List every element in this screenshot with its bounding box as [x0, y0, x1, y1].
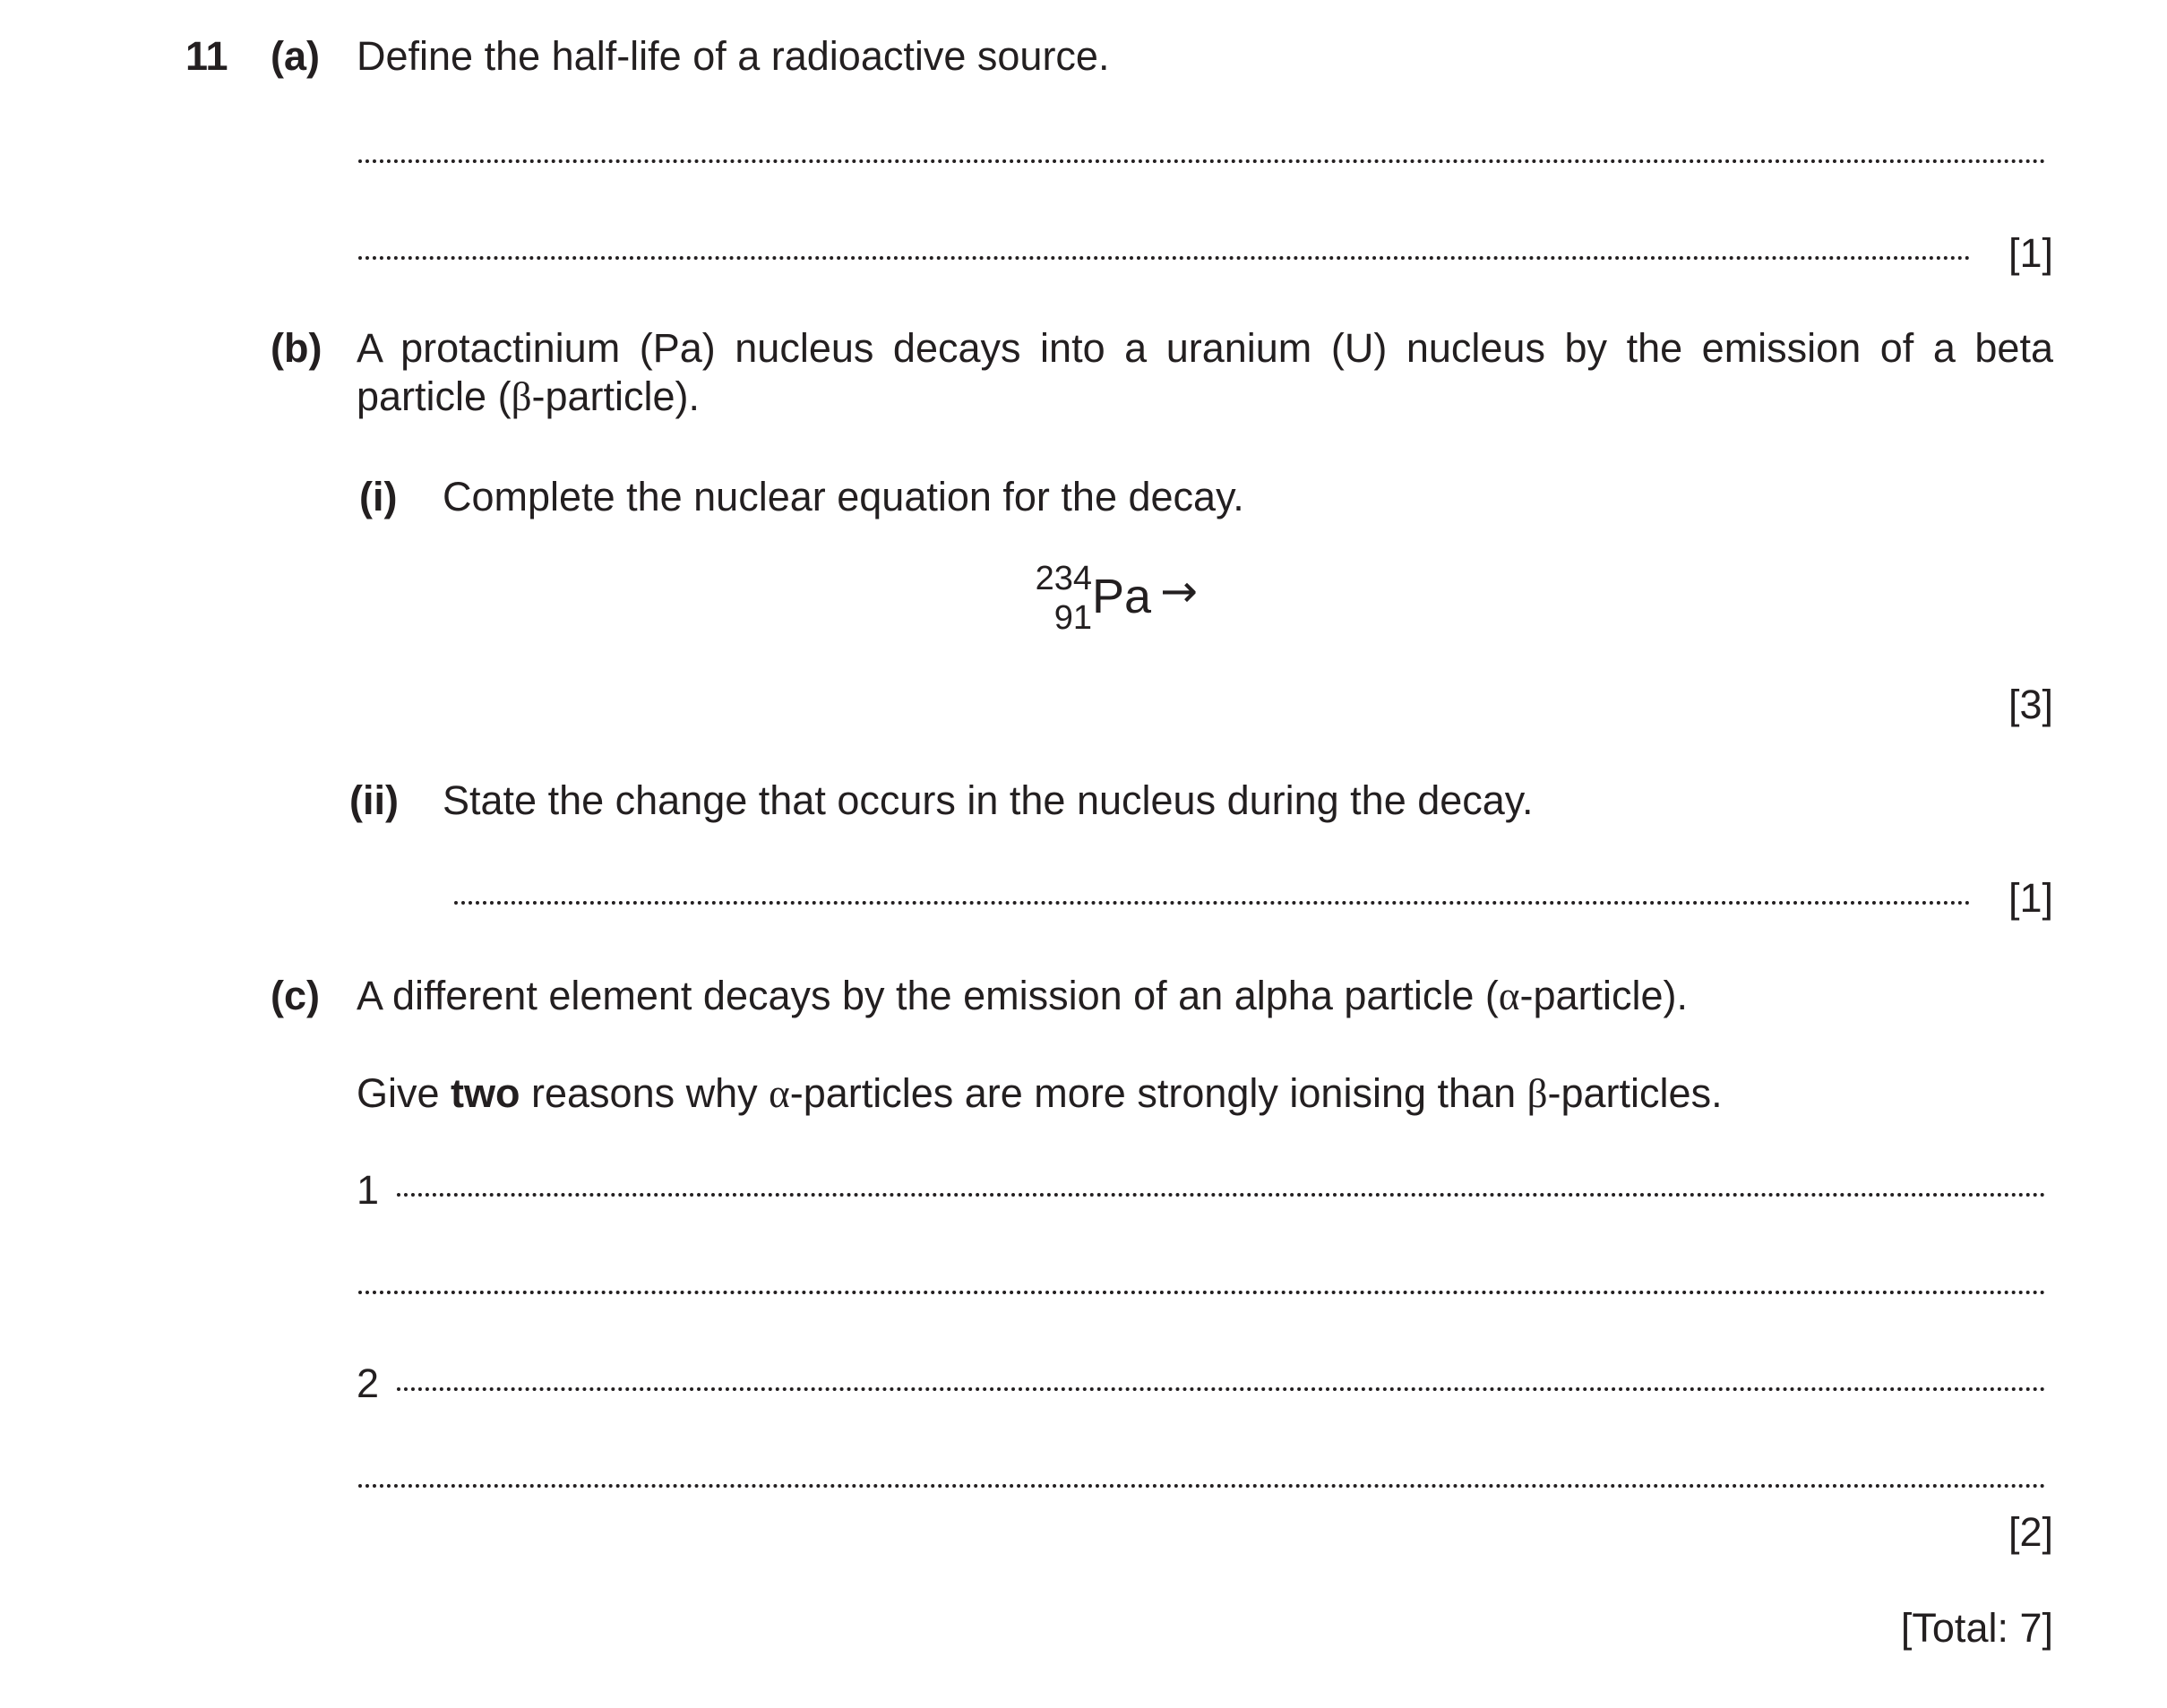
- alpha-symbol-2: α: [769, 1071, 790, 1116]
- part-c-intro-pre: A different element decays by the emission of an alpha particle (: [357, 973, 1499, 1018]
- beta-symbol: β: [511, 374, 532, 419]
- mass-number: 234: [1035, 560, 1092, 597]
- answer-1-line-2[interactable]: [358, 1291, 2046, 1294]
- part-b-label: (b): [271, 325, 322, 371]
- part-b-ii-prompt: State the change that occurs in the nucleus during the decay.: [443, 777, 1534, 823]
- part-c-intro: [357, 972, 1688, 1020]
- equation-answer-area[interactable]: [1218, 562, 2025, 642]
- part-b-intro-line-2-pre: particle (: [357, 373, 512, 419]
- answer-1-line-1[interactable]: [397, 1193, 2046, 1197]
- part-a-label: (a): [271, 33, 320, 79]
- part-a-answer-line-2[interactable]: [358, 256, 1971, 260]
- part-c-question: [357, 1069, 1723, 1118]
- beta-symbol-2: β: [1526, 1071, 1548, 1116]
- answer-2-line-2[interactable]: [358, 1484, 2046, 1488]
- part-c-q-pre: Give: [357, 1070, 451, 1116]
- atomic-number: 91: [1053, 599, 1092, 637]
- answer-2-line-1[interactable]: [397, 1387, 2046, 1391]
- part-b-intro-line-2-post: -particle).: [531, 373, 701, 419]
- part-c-q-emphasis: two: [451, 1070, 520, 1116]
- part-c-label: (c): [271, 973, 320, 1018]
- part-c-intro-post: -particle).: [1519, 973, 1689, 1018]
- answer-1-label: 1: [357, 1167, 380, 1213]
- question-total: [Total: 7]: [1900, 1605, 2053, 1651]
- part-c-q-mid: reasons why: [520, 1070, 770, 1116]
- part-b-intro-line-2: [357, 373, 700, 421]
- part-b-i-marks: [3]: [2008, 682, 2053, 727]
- question-number: 11: [185, 33, 228, 79]
- part-a-prompt: Define the half-life of a radioactive source.: [357, 33, 1110, 79]
- part-c-marks: [2]: [2008, 1509, 2053, 1555]
- part-b-ii-answer-line[interactable]: [454, 901, 1971, 905]
- part-c-q-mid2: -particles are more strongly ionising than: [789, 1070, 1527, 1116]
- part-a-marks: [1]: [2008, 230, 2053, 276]
- part-a-answer-line-1[interactable]: [358, 159, 2046, 163]
- part-c-q-post: -particles.: [1547, 1070, 1723, 1116]
- reaction-arrow: →: [1160, 565, 1198, 617]
- part-b-ii-label: (ii): [349, 777, 399, 823]
- alpha-symbol: α: [1498, 974, 1520, 1018]
- part-b-intro-line-1: A protactinium (Pa) nucleus decays into a uranium (U) nucleus by the emission of a beta: [357, 325, 2053, 371]
- element-symbol: Pa: [1092, 570, 1152, 623]
- nuclear-equation: [1024, 560, 1198, 637]
- answer-2-label: 2: [357, 1360, 380, 1406]
- part-b-i-prompt: Complete the nuclear equation for the decay.: [443, 474, 1244, 519]
- nuclide-notation: [1024, 560, 1092, 637]
- part-b-i-label: (i): [359, 474, 398, 519]
- part-b-ii-marks: [1]: [2008, 875, 2053, 921]
